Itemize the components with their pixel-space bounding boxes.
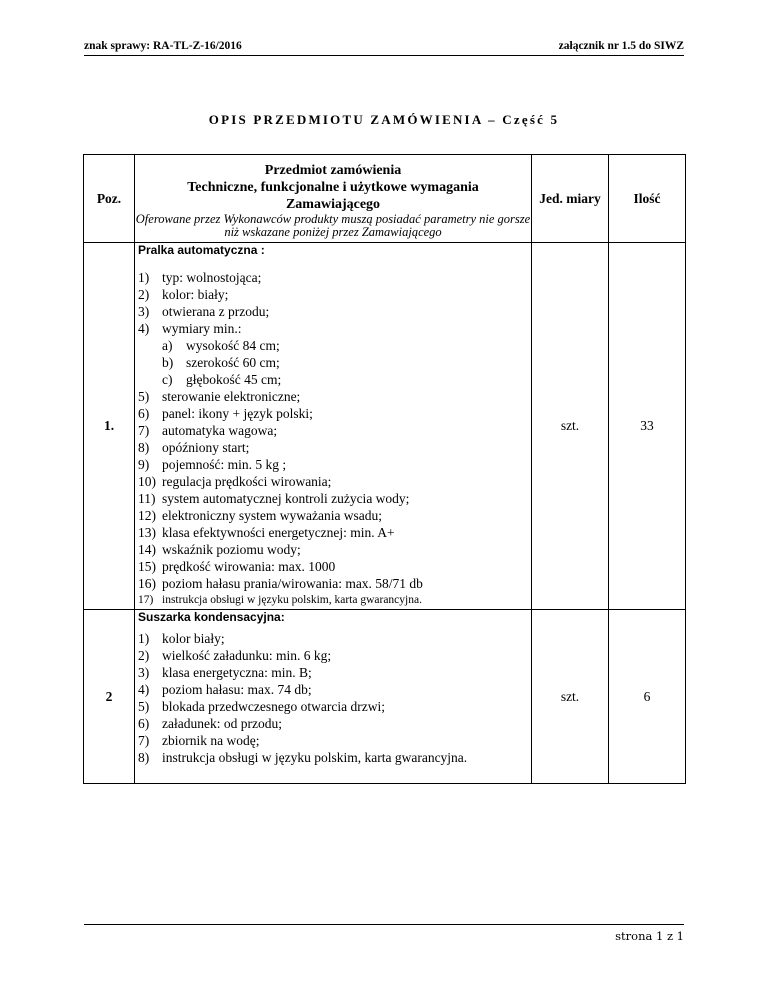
list-item-text: poziom hałasu: max. 74 db;	[162, 682, 312, 697]
row-unit: szt.	[532, 610, 609, 784]
list-item	[138, 354, 529, 371]
list-item	[138, 405, 529, 422]
list-item-text: automatyka wagowa;	[162, 423, 278, 438]
list-item-number: c)	[162, 372, 173, 387]
row-description	[135, 610, 532, 784]
col-header-desc-line2: Techniczne, funkcjonalne i użytkowe wymagania	[187, 179, 479, 195]
list-item-number: 12)	[138, 508, 156, 523]
list-item	[138, 558, 529, 575]
list-item-number: 1)	[138, 631, 150, 646]
page-header	[84, 40, 684, 56]
list-item	[138, 422, 529, 439]
list-item-number: a)	[162, 338, 173, 353]
header-divider	[84, 55, 684, 56]
col-header-poz: Poz.	[84, 155, 135, 243]
list-item-number: 10)	[138, 474, 156, 489]
list-item-number: 17)	[138, 594, 154, 606]
list-item-text: typ: wolnostojąca;	[162, 270, 262, 285]
list-item-text: głębokość 45 cm;	[186, 372, 282, 387]
list-item	[138, 286, 529, 303]
col-header-desc-note: Oferowane przez Wykonawców produkty muszą posiadać parametry nie gorsze niż wskazane poniżej przez Zamawiającego	[135, 211, 531, 239]
table-row	[84, 243, 686, 610]
list-item-number: 8)	[138, 440, 150, 455]
list-item	[138, 575, 529, 592]
requirements-list	[138, 630, 529, 766]
list-item-number: 7)	[138, 423, 150, 438]
row-position: 2	[84, 610, 135, 784]
list-item-text: otwierana z przodu;	[162, 304, 270, 319]
list-item-number: 2)	[138, 287, 150, 302]
item-heading: Suszarka kondensacyjna:	[138, 610, 285, 624]
list-item-number: 16)	[138, 576, 156, 591]
list-item-number: 6)	[138, 716, 150, 731]
list-item	[138, 630, 529, 647]
list-item-text: wymiary min.:	[162, 321, 242, 336]
list-item	[138, 749, 529, 766]
list-item-text: pojemność: min. 5 kg ;	[162, 457, 287, 472]
footer-divider	[84, 924, 684, 925]
list-item-text: panel: ikony + język polski;	[162, 406, 313, 421]
list-item-number: 15)	[138, 559, 156, 574]
list-item-text: kolor: biały;	[162, 287, 229, 302]
col-header-desc-line1: Przedmiot zamówienia	[264, 162, 402, 178]
row-description	[135, 243, 532, 610]
list-item	[138, 507, 529, 524]
list-item-text: prędkość wirowania: max. 1000	[162, 559, 336, 574]
list-item-number: 6)	[138, 406, 150, 421]
list-item-text: instrukcja obsługi w języku polskim, karta gwarancyjna.	[162, 594, 422, 606]
case-number: znak sprawy: RA-TL-Z-16/2016	[84, 40, 242, 52]
list-item-text: instrukcja obsługi w języku polskim, karta gwarancyjna.	[162, 750, 468, 765]
list-item-text: wysokość 84 cm;	[186, 338, 280, 353]
list-item-number: 14)	[138, 542, 156, 557]
col-header-description	[135, 155, 532, 243]
col-header-qty: Ilość	[609, 155, 686, 243]
list-item	[138, 647, 529, 664]
list-item-text: kolor biały;	[162, 631, 225, 646]
list-item	[138, 715, 529, 732]
list-item	[138, 456, 529, 473]
list-item	[138, 698, 529, 715]
list-item-text: sterowanie elektroniczne;	[162, 389, 301, 404]
table-header-row	[84, 155, 686, 243]
list-item	[138, 681, 529, 698]
list-item-number: 8)	[138, 750, 150, 765]
list-item-text: blokada przedwczesnego otwarcia drzwi;	[162, 699, 386, 714]
list-item-text: zbiornik na wodę;	[162, 733, 260, 748]
requirements-list	[138, 269, 529, 609]
list-item	[138, 269, 529, 286]
list-item-number: 3)	[138, 665, 150, 680]
list-item	[138, 371, 529, 388]
list-item-text: klasa energetyczna: min. B;	[162, 665, 312, 680]
list-item	[138, 320, 529, 337]
list-item-number: 7)	[138, 733, 150, 748]
specification-table	[83, 154, 686, 784]
list-item	[138, 664, 529, 681]
table-row	[84, 610, 686, 784]
list-item	[138, 303, 529, 320]
list-item-text: załadunek: od przodu;	[162, 716, 282, 731]
list-item-number: 1)	[138, 270, 150, 285]
col-header-desc-line3: Zamawiającego	[285, 196, 381, 212]
list-item-number: 13)	[138, 525, 156, 540]
list-item-text: elektroniczny system wyważania wsadu;	[162, 508, 383, 523]
item-heading: Pralka automatyczna :	[138, 243, 265, 257]
list-item-text: opóźniony start;	[162, 440, 250, 455]
row-quantity: 6	[609, 610, 686, 784]
list-item-text: wielkość załadunku: min. 6 kg;	[162, 648, 332, 663]
list-item-text: system automatycznej kontroli zużycia wody;	[162, 491, 410, 506]
list-item	[138, 439, 529, 456]
col-header-unit: Jed. miary	[532, 155, 609, 243]
list-item-number: 5)	[138, 699, 150, 714]
document-title: OPIS PRZEDMIOTU ZAMÓWIENIA – Część 5	[208, 112, 560, 127]
list-item-number: 3)	[138, 304, 150, 319]
list-item	[138, 592, 529, 609]
list-item	[138, 732, 529, 749]
list-item	[138, 337, 529, 354]
list-item	[138, 388, 529, 405]
list-item-number: b)	[162, 355, 174, 370]
list-item-number: 2)	[138, 648, 150, 663]
list-item	[138, 524, 529, 541]
list-item	[138, 490, 529, 507]
list-item-text: poziom hałasu prania/wirowania: max. 58/71 db	[162, 576, 423, 591]
row-position: 1.	[84, 243, 135, 610]
page-number: strona 1 z 1	[615, 929, 684, 943]
list-item-text: wskaźnik poziomu wody;	[162, 542, 301, 557]
list-item-number: 5)	[138, 389, 150, 404]
list-item-number: 9)	[138, 457, 150, 472]
list-item-text: klasa efektywności energetycznej: min. A+	[162, 525, 395, 540]
row-quantity: 33	[609, 243, 686, 610]
list-item-number: 4)	[138, 682, 150, 697]
list-item	[138, 541, 529, 558]
list-item-text: regulacja prędkości wirowania;	[162, 474, 332, 489]
list-item-number: 11)	[138, 491, 156, 506]
row-unit: szt.	[532, 243, 609, 610]
list-item-number: 4)	[138, 321, 150, 336]
attachment-number: załącznik nr 1.5 do SIWZ	[558, 40, 684, 52]
list-item	[138, 473, 529, 490]
list-item-text: szerokość 60 cm;	[186, 355, 280, 370]
